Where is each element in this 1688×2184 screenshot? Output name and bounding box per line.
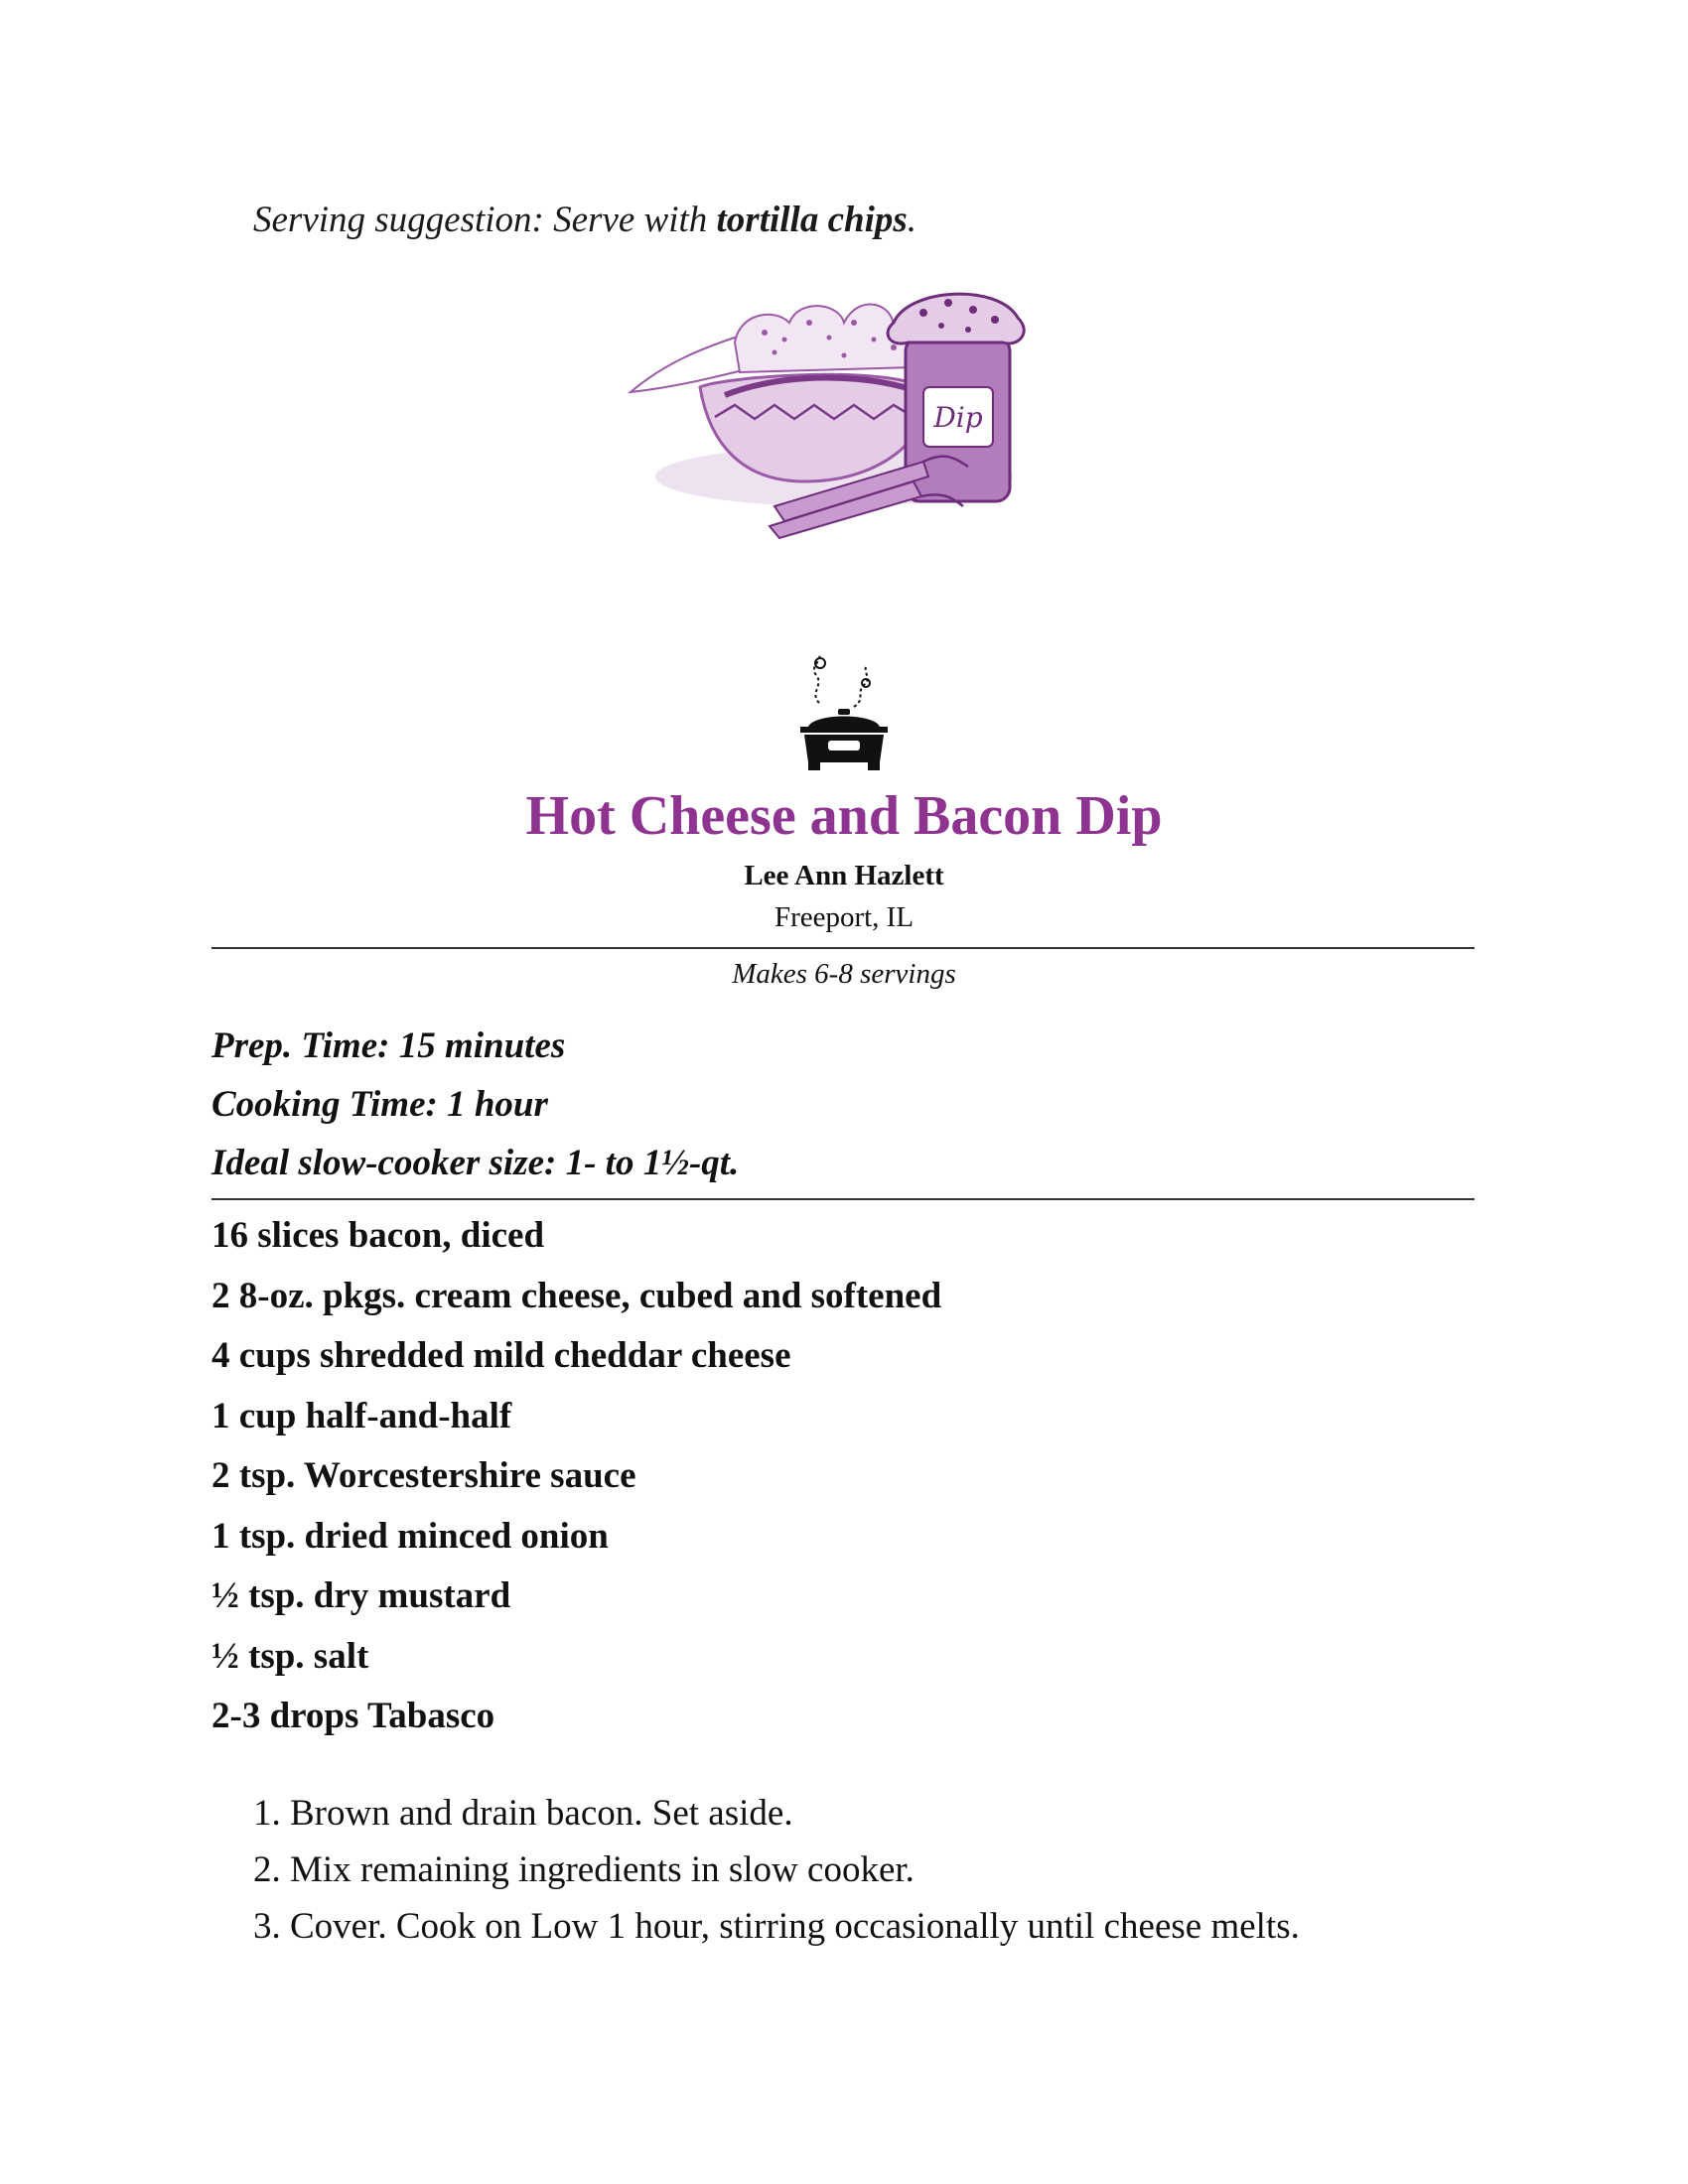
slow-cooker-size: Ideal slow-cooker size: 1- to 1½-qt. [211,1143,740,1183]
jar-label: Dip [933,401,983,434]
serving-suggestion-prefix: Serving suggestion: Serve with [253,200,717,240]
step-item: 3. Cover. Cook on Low 1 hour, stirring occasionally until cheese melts. [253,1906,1300,1947]
ingredient-item: 4 cups shredded mild cheddar cheese [211,1335,791,1376]
serving-suggestion-emphasis: tortilla chips [716,200,908,240]
ingredient-item: 1 tsp. dried minced onion [211,1515,609,1557]
ingredient-item: 16 slices bacon, diced [211,1215,545,1256]
ingredient-item: ½ tsp. dry mustard [211,1575,511,1616]
recipe-times [211,1021,739,1196]
ingredient-item: 2-3 drops Tabasco [211,1696,495,1736]
ingredients-list [211,1209,941,1750]
steps-list [253,1787,1300,1957]
cooking-time: Cooking Time: 1 hour [211,1084,548,1125]
recipe-location: Freeport, IL [774,901,914,933]
prep-time: Prep. Time: 15 minutes [211,1025,566,1066]
step-item: 1. Brown and drain bacon. Set aside. [253,1793,793,1834]
ingredient-item: 2 8-oz. pkgs. cream cheese, cubed and softened [211,1275,942,1316]
slow-cooker-icon [794,655,894,774]
top-divider [211,947,1475,949]
ingredients-divider [211,1198,1475,1200]
step-item: 2. Mix remaining ingredients in slow cooker. [253,1849,914,1890]
recipe-title: Hot Cheese and Bacon Dip [525,785,1163,847]
ingredient-item: ½ tsp. salt [211,1635,369,1677]
serving-suggestion [253,199,916,241]
chips-dip-jar-illustration [626,278,1062,566]
recipe-author: Lee Ann Hazlett [744,860,944,891]
ingredient-item: 1 cup half-and-half [211,1395,512,1436]
ingredient-item: 2 tsp. Worcestershire sauce [211,1455,636,1496]
recipe-servings: Makes 6-8 servings [732,958,956,990]
serving-suggestion-suffix: . [907,200,917,240]
